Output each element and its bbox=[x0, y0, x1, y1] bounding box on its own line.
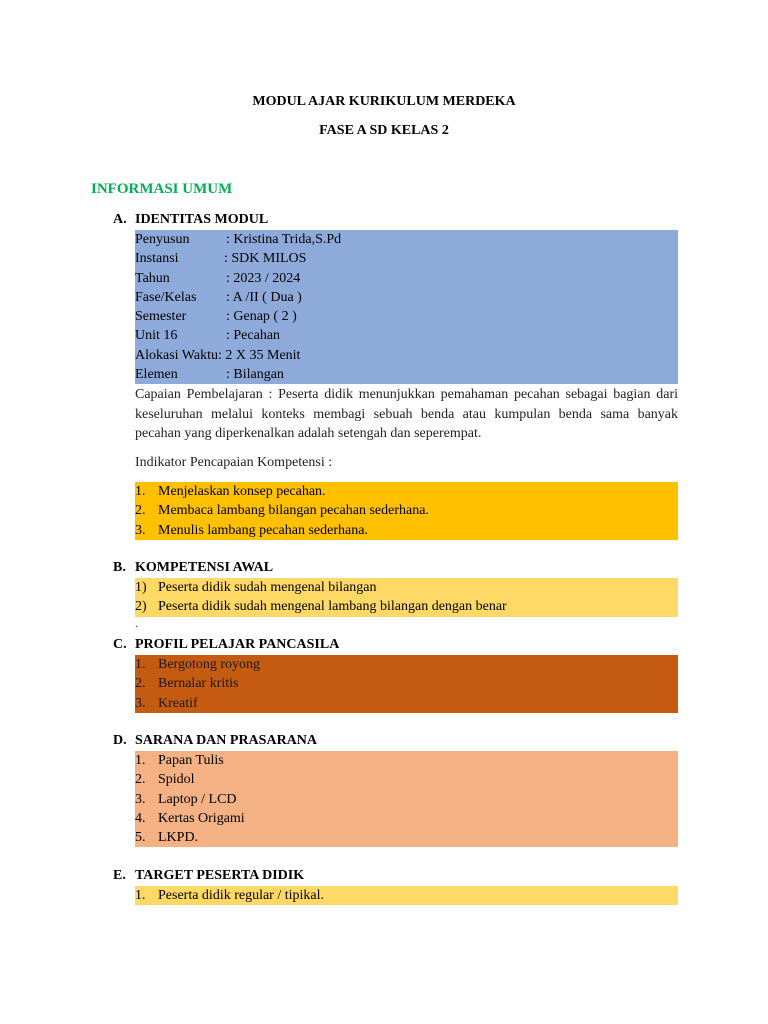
section-b-heading bbox=[113, 560, 273, 576]
identity-value: : Genap ( 2 ) bbox=[226, 309, 297, 325]
list-item bbox=[135, 501, 678, 520]
identity-row bbox=[135, 346, 678, 365]
identity-table bbox=[135, 230, 678, 384]
document-subtitle: FASE A SD KELAS 2 bbox=[319, 123, 449, 138]
list-number: 1. bbox=[135, 657, 146, 672]
identity-label: Elemen bbox=[135, 367, 178, 383]
identity-label: Penyusun bbox=[135, 232, 190, 247]
profil-list bbox=[135, 655, 678, 713]
section-a-heading bbox=[113, 212, 268, 228]
identity-value: : 2 X 35 Menit bbox=[218, 347, 301, 363]
identity-label: Alokasi Waktu bbox=[135, 347, 218, 363]
stray-dot: . bbox=[135, 616, 138, 630]
identity-label: Instansi bbox=[135, 251, 179, 267]
list-text: Bernalar kritis bbox=[158, 676, 239, 692]
list-item bbox=[135, 578, 678, 597]
section-title: IDENTITAS MODUL bbox=[135, 212, 269, 227]
section-c-heading bbox=[113, 637, 339, 653]
identity-row bbox=[135, 307, 678, 326]
identity-label: Unit 16 bbox=[135, 328, 178, 344]
list-item bbox=[135, 521, 678, 540]
list-text: Kertas Origami bbox=[158, 810, 245, 826]
list-text: Menjelaskan konsep pecahan. bbox=[158, 484, 326, 499]
identity-label: Semester bbox=[135, 309, 187, 325]
list-number: 1. bbox=[135, 753, 146, 768]
section-letter: E. bbox=[113, 868, 126, 883]
list-text: Kreatif bbox=[158, 695, 198, 711]
list-item bbox=[135, 809, 678, 828]
kompetensi-list bbox=[135, 578, 678, 617]
section-letter: D. bbox=[113, 733, 127, 748]
list-text: Peserta didik sudah mengenal lambang bilangan dengan benar bbox=[158, 599, 507, 615]
list-text: Peserta didik sudah mengenal bilangan bbox=[158, 580, 377, 595]
info-heading: INFORMASI UMUM bbox=[91, 181, 233, 197]
identity-row bbox=[135, 249, 678, 268]
list-item bbox=[135, 674, 678, 693]
list-item bbox=[135, 655, 678, 674]
list-number: 3. bbox=[135, 522, 146, 538]
section-letter: A. bbox=[113, 212, 127, 227]
list-number: 4. bbox=[135, 810, 146, 826]
identity-label: Fase/Kelas bbox=[135, 289, 197, 305]
list-item bbox=[135, 790, 678, 809]
identity-value: : Bilangan bbox=[226, 367, 284, 383]
list-text: Spidol bbox=[158, 772, 195, 788]
capaian-paragraph: Capaian Pembelajaran : Peserta didik menunjukkan pemahaman pecahan sebagai bagian dari keseluruhan melalui konteks membagi sebuah benda atau kumpulan benda sama banyak pecahan yang diperkenalkan adalah setengah dan seperempat. bbox=[135, 387, 678, 441]
section-d-heading bbox=[113, 733, 317, 749]
indikator-label: Indikator Pencapaian Kompetensi : bbox=[135, 455, 333, 470]
identity-label: Tahun bbox=[135, 270, 170, 286]
document-title: MODUL AJAR KURIKULUM MERDEKA bbox=[252, 94, 516, 109]
identity-value: : Pecahan bbox=[226, 328, 281, 344]
list-number: 2. bbox=[135, 503, 146, 519]
list-text: Laptop / LCD bbox=[158, 791, 237, 807]
indikator-list bbox=[135, 482, 678, 540]
identity-row bbox=[135, 365, 678, 384]
list-number: 3. bbox=[135, 791, 146, 807]
list-text: LKPD. bbox=[158, 830, 199, 846]
list-number: 2) bbox=[135, 599, 147, 615]
list-item bbox=[135, 694, 678, 713]
section-title: PROFIL PELAJAR PANCASILA bbox=[135, 637, 340, 652]
list-text: Peserta didik regular / tipikal. bbox=[158, 888, 325, 903]
list-item bbox=[135, 482, 678, 501]
list-number: 3. bbox=[135, 695, 146, 711]
identity-value: : SDK MILOS bbox=[224, 251, 307, 267]
identity-row bbox=[135, 269, 678, 288]
list-number: 1. bbox=[135, 888, 146, 903]
section-letter: C. bbox=[113, 637, 127, 652]
list-number: 1) bbox=[135, 580, 147, 595]
list-text: Membaca lambang bilangan pecahan sederhana. bbox=[158, 503, 429, 519]
list-number: 2. bbox=[135, 676, 146, 692]
section-e-heading bbox=[113, 868, 304, 884]
identity-row bbox=[135, 230, 678, 249]
list-item bbox=[135, 886, 678, 905]
list-number: 2. bbox=[135, 772, 146, 788]
identity-row bbox=[135, 288, 678, 307]
list-item bbox=[135, 828, 678, 847]
identity-row bbox=[135, 326, 678, 345]
list-item bbox=[135, 597, 678, 616]
section-title: SARANA DAN PRASARANA bbox=[135, 733, 318, 748]
list-text: Papan Tulis bbox=[158, 753, 224, 768]
identity-value: : A /II ( Dua ) bbox=[226, 289, 302, 305]
target-list bbox=[135, 886, 678, 905]
list-number: 5. bbox=[135, 830, 146, 846]
list-text: Menulis lambang pecahan sederhana. bbox=[158, 522, 368, 538]
section-title: TARGET PESERTA DIDIK bbox=[135, 868, 305, 883]
list-number: 1. bbox=[135, 484, 146, 499]
list-item bbox=[135, 751, 678, 770]
list-item bbox=[135, 770, 678, 789]
section-letter: B. bbox=[113, 560, 126, 575]
sarana-list bbox=[135, 751, 678, 847]
list-text: Bergotong royong bbox=[158, 657, 261, 672]
identity-value: : Kristina Trida,S.Pd bbox=[226, 232, 342, 247]
section-title: KOMPETENSI AWAL bbox=[135, 560, 274, 575]
identity-value: : 2023 / 2024 bbox=[226, 270, 301, 286]
